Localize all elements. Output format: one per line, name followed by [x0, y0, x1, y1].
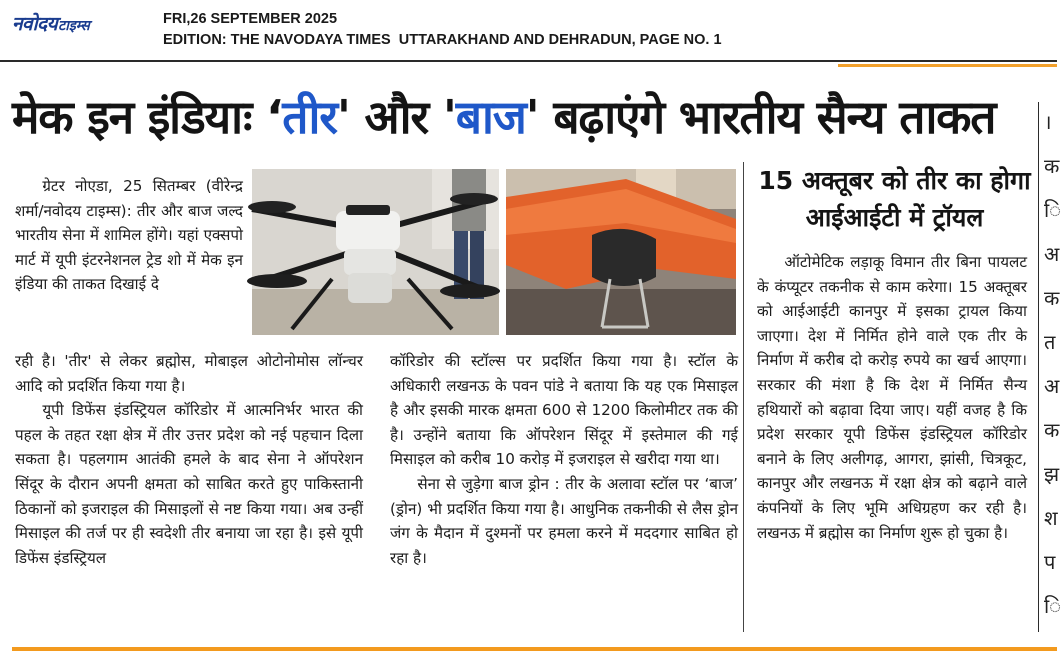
page-divider — [1038, 102, 1039, 632]
headline-part2: ' और ' — [336, 90, 456, 144]
article-paragraph-4: सेना से जुड़ेगा बाज ड्रोन : तीर के अलावा स्टॉल पर ‘बाज’ (ड्रोन) भी प्रदर्शित किया गया है। आधुनिक तकनीकी से लैस ड्रोन जंग के मैदान में दुश्मनों पर हमला करने में मददगार साबित हो रहा है। — [390, 474, 738, 567]
masthead — [0, 0, 1057, 60]
edition-line: EDITION: THE NAVODAYA TIMES UTTARAKHAND AND DEHRADUN, PAGE NO. 1 — [163, 32, 722, 48]
cropped-char: । — [1044, 110, 1052, 134]
cropped-char: झ — [1044, 462, 1060, 486]
cropped-char: अ — [1044, 374, 1060, 398]
header-rule — [0, 60, 1057, 62]
drone-photo — [252, 169, 499, 335]
article-paragraph-3: कॉरिडोर की स्टॉल्स पर प्रदर्शित किया गया है। स्टॉल के अधिकारी लखनऊ के पवन पांडे ने बताया कि यह एक मिसाइल है और इसकी मारक क्षमता 600 से 1200 किलोमीटर तक की है। उन्होंने बताया कि ऑपरेशन सिंदूर में इस्तेमाल की गई मिसाइल को करीब 10 करोड़ में इजराइल से खरीदा गया था। — [390, 352, 738, 469]
newspaper-logo — [12, 10, 90, 36]
headline-tir: तीर — [282, 90, 337, 144]
article-lead-paragraph: ग्रेटर नोएडा, 25 सितम्बर (वीरेन्द्र शर्मा/नवोदय टाइम्स): तीर और बाज जल्द भारतीय सेना में शामिल होंगे। यहां एक्सपो मार्ट में यूपी इंटरनेशनल ट्रेड शो में मेक इन इंडिया की ताकत दिखाई दे — [15, 177, 243, 294]
edition-date: FRI,26 SEPTEMBER 2025 — [163, 11, 338, 27]
logo-sub-text: टाइम्स — [58, 18, 90, 34]
cropped-char: क — [1044, 154, 1060, 178]
baaj-drone-photo — [506, 169, 736, 335]
article-column-1 — [15, 349, 363, 570]
article-paragraph-5: ऑटोमेटिक लड़ाकू विमान तीर बिना पायलट के कंप्यूटर तकनीक से काम करेगा। 15 अक्तूबर को आईआईटी कानपुर में इसका ट्रायल किया जाएगा। देश में निर्मित होने वाले एक तीर के निर्माण में करीब दो करोड़ रुपये का खर्च आएगा। सरकार की मंशा है कि देश में निर्मित सैन्य हथियारों को बढ़ावा दिया जाए। यहीं वजह है कि प्रदेश सरकार यूपी डिफेंस इंडस्ट्रियल कॉरिडोर बनाने के लिए अलीगढ़, आगरा, झांसी, चित्रकूट, कानपुर और लखनऊ में रक्षा क्षेत्र को बढ़ाने वाले कंपनियों के लिए भूमि अधिग्रहण कर रही है। लखनऊ में ब्रह्मोस का निर्माण शुरू हो चुका है। — [757, 253, 1027, 542]
article-column-3 — [757, 250, 1027, 545]
accent-rule — [838, 64, 1057, 67]
sub-headline: 15 अक्तूबर को तीर का होगा आईआईटी में ट्रॉयल — [758, 166, 1031, 232]
article-column-1-top — [15, 174, 243, 297]
cropped-char: त — [1044, 330, 1056, 354]
footer-rule — [12, 647, 1057, 651]
cropped-char: क — [1044, 418, 1060, 442]
headline-part3: ' बढ़ाएंगे भारतीय सैन्य ताकत — [525, 90, 996, 144]
logo-main-text: नवोदय — [12, 13, 58, 35]
cropped-char: ि — [1044, 594, 1062, 618]
cropped-char: ि — [1044, 198, 1062, 222]
article-lead-continuation: रही है। 'तीर' से लेकर ब्रह्मोस, मोबाइल ओटोनोमोस लॉन्चर आदि को प्रदर्शित किया गया है। — [15, 352, 363, 395]
cropped-char: क — [1044, 286, 1060, 310]
headline-part1: मेक इन इंडियाः ‘ — [12, 90, 283, 144]
cropped-char: अ — [1044, 242, 1060, 266]
column-divider — [743, 162, 744, 632]
headline — [12, 84, 1032, 150]
baaj-illustration — [506, 169, 736, 335]
cropped-char: प — [1044, 550, 1056, 574]
article-column-2 — [390, 349, 738, 570]
cropped-char: श — [1044, 506, 1058, 530]
headline-baaj: बाज — [455, 90, 526, 144]
article-paragraph-2: यूपी डिफेंस इंडस्ट्रियल कॉरिडोर में आत्मनिर्भर भारत की पहल के तहत रक्षा क्षेत्र में तीर उत्तर प्रदेश को नई पहचान दिला सकता है। पहलगाम आतंकी हमले के बाद सेना ने ऑपरेशन सिंदूर के दौरान अपनी क्षमता को साबित करते हुए पाकिस्तानी ठिकानों को इजराइल की मिसाइलों से नष्ट किया गया। अब उन्हीं मिसाइल की तर्ज पर ही स्वदेशी तीर बनाया जा रहा है। इसे यूपी डिफेंस इंडस्ट्रियल — [15, 401, 363, 567]
drone-illustration — [252, 169, 499, 335]
adjacent-article-cropped — [1044, 100, 1064, 640]
edition-info — [163, 9, 722, 51]
